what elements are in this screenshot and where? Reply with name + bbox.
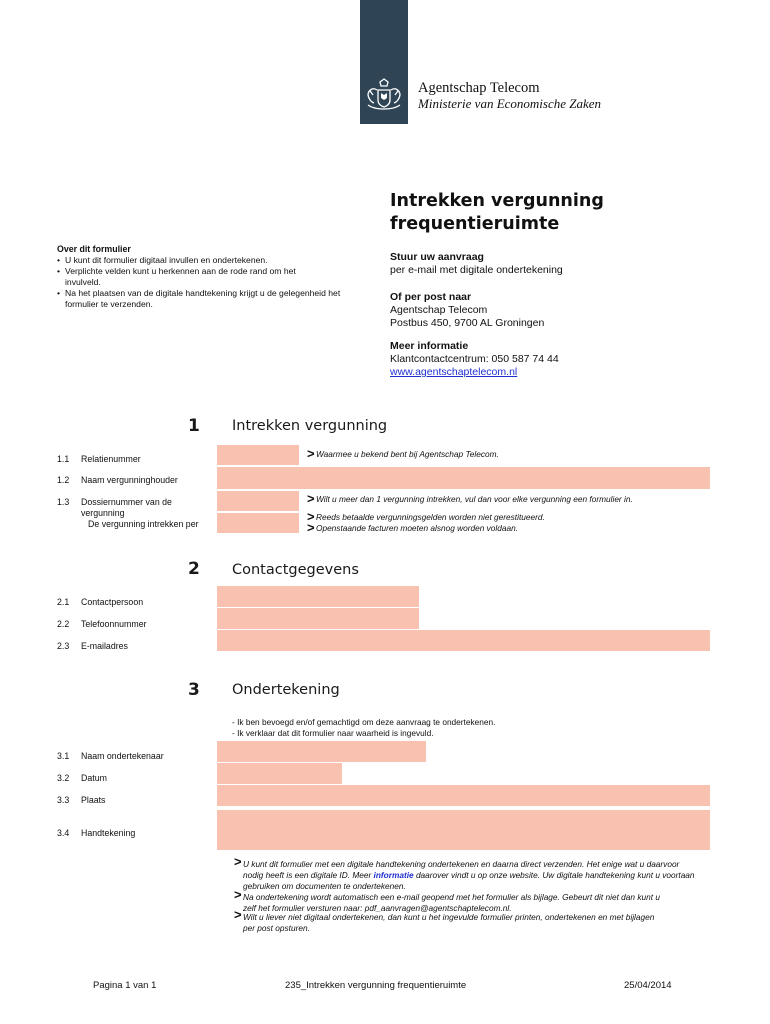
handtekening-label: Handtekening — [81, 828, 136, 838]
post-note-line: per post opsturen. — [243, 923, 310, 933]
chevron-right-icon: > — [234, 854, 242, 869]
plaats-field[interactable] — [217, 785, 710, 807]
datum-label: Datum — [81, 773, 107, 783]
facturen-note: > Openstaande facturen moeten alsnog worden voldaan. — [307, 520, 519, 535]
contactpersoon-field[interactable] — [217, 586, 419, 608]
email-note-line: Na ondertekening wordt automatisch een e-mail geopend met het formulier als bijlage. Gebeurt dit niet dan kunt u — [243, 892, 660, 902]
vergunninghouder-label: Naam vergunninghouder — [81, 475, 178, 485]
page-number: Pagina 1 van 1 — [93, 980, 157, 991]
send-text: per e-mail met digitale ondertekening — [390, 264, 563, 276]
form-title-line2: frequentieruimte — [390, 214, 560, 234]
declaration-line: - Ik ben bevoegd en/of gemachtigd om deze aanvraag te ondertekenen. — [232, 717, 496, 727]
org-name: Agentschap Telecom — [418, 80, 540, 96]
section-number: 1 — [188, 416, 200, 436]
intrekken-per-label: De vergunning intrekken per — [88, 519, 199, 529]
intro-block — [57, 244, 347, 310]
relatienummer-label: Relatienummer — [81, 454, 141, 464]
handtekening-field[interactable] — [217, 810, 710, 851]
naam-ondertekenaar-label: Naam ondertekenaar — [81, 751, 164, 761]
vergunninghouder-field[interactable] — [217, 467, 710, 490]
document-name: 235_Intrekken vergunning frequentieruimte — [285, 980, 467, 991]
email-note — [234, 887, 660, 914]
signature-note-line: gebruiken om documenten te ondertekenen. — [243, 881, 406, 891]
field-number: 2.1 — [57, 597, 70, 607]
chevron-right-icon: > — [307, 509, 315, 524]
post-note-line: Wilt u liever niet digitaal ondertekenen, dan kunt u het ingevulde formulier printen, ondertekenen en met bijlagen — [243, 912, 655, 922]
intro-bullet: • Verplichte velden kunt u herkennen aan de rode rand om het invulveld. — [57, 266, 296, 287]
section-title: Ondertekening — [232, 682, 340, 698]
post-block — [390, 291, 544, 330]
post-line2: Postbus 450, 9700 AL Groningen — [390, 317, 545, 329]
field-number: 3.4 — [57, 828, 70, 838]
chevron-right-icon: > — [234, 907, 242, 922]
emailadres-field[interactable] — [217, 630, 710, 652]
telefoonnummer-label: Telefoonnummer — [81, 619, 147, 629]
declaration-line: - Ik verklaar dat dit formulier naar waarheid is ingevuld. — [232, 728, 434, 738]
signature-note-line: nodig heeft is een digitale ID. Meer informatie daarover vindt u op onze website. Uw digitale handtekening kunt u voortaan — [243, 870, 695, 880]
naam-ondertekenaar-field[interactable] — [217, 741, 426, 763]
chevron-right-icon: > — [307, 520, 315, 535]
dossier-note: > Wilt u meer dan 1 vergunning intrekken, vul dan voor elke vergunning een formulier in. — [307, 491, 633, 506]
betaald-note: > Reeds betaalde vergunningsgelden worden niet gerestitueerd. — [307, 509, 545, 524]
send-block — [390, 251, 563, 277]
info-block — [390, 340, 559, 379]
field-number: 1.1 — [57, 454, 70, 464]
section-title: Intrekken vergunning — [232, 418, 388, 434]
info-phone: Klantcontactcentrum: 050 587 74 44 — [390, 353, 559, 365]
chevron-right-icon: > — [307, 446, 315, 461]
dossiernummer-label-2: vergunning — [81, 508, 125, 518]
field-number: 1.3 — [57, 497, 70, 507]
field-number: 3.2 — [57, 773, 70, 783]
send-heading: Stuur uw aanvraag — [390, 251, 484, 263]
informatie-link[interactable]: informatie — [373, 870, 414, 880]
ministry-name: Ministerie van Economische Zaken — [418, 96, 602, 111]
section-title: Contactgegevens — [232, 562, 359, 578]
plaats-label: Plaats — [81, 795, 106, 805]
dossiernummer-field[interactable] — [217, 491, 299, 512]
field-number: 3.1 — [57, 751, 70, 761]
field-number: 2.2 — [57, 619, 70, 629]
intro-bullet: • U kunt dit formulier digitaal invullen en ondertekenen. — [57, 255, 268, 265]
chevron-right-icon: > — [234, 887, 242, 902]
datum-field[interactable] — [217, 763, 342, 785]
post-line1: Agentschap Telecom — [390, 304, 488, 316]
intrekken-per-field[interactable] — [217, 513, 299, 534]
field-number: 1.2 — [57, 475, 70, 485]
form-title-line1: Intrekken vergunning — [390, 191, 604, 211]
section-number: 2 — [188, 559, 200, 579]
field-number: 2.3 — [57, 641, 70, 651]
document-date: 25/04/2014 — [624, 980, 672, 991]
section-number: 3 — [188, 680, 200, 700]
telefoonnummer-field[interactable] — [217, 608, 419, 630]
post-heading: Of per post naar — [390, 291, 472, 303]
contactpersoon-label: Contactpersoon — [81, 597, 144, 607]
signature-note — [234, 854, 695, 892]
relatienummer-note: > Waarmee u bekend bent bij Agentschap Telecom. — [307, 446, 499, 461]
intro-heading: Over dit formulier — [57, 244, 131, 254]
relatienummer-field[interactable] — [217, 445, 299, 466]
info-heading: Meer informatie — [390, 340, 469, 352]
emailadres-label: E-mailadres — [81, 641, 128, 651]
form-title — [390, 190, 604, 236]
field-number: 3.3 — [57, 795, 70, 805]
website-link[interactable]: www.agentschaptelecom.nl — [390, 366, 518, 378]
chevron-right-icon: > — [307, 491, 315, 506]
coat-of-arms-icon — [362, 78, 406, 112]
signature-note-line: U kunt dit formulier met een digitale handtekening ondertekenen en daarna direct verzenden. Het enige wat u daarvoor — [243, 859, 680, 869]
dossiernummer-label: Dossiernummer van de — [81, 497, 172, 507]
email-note-line: zelf het formulier versturen naar: pdf_aanvragen@agentschaptelecom.nl. — [243, 903, 512, 913]
intro-bullet: • Na het plaatsen van de digitale handtekening krijgt u de gelegenheid het formulier te verzenden. — [57, 288, 341, 309]
